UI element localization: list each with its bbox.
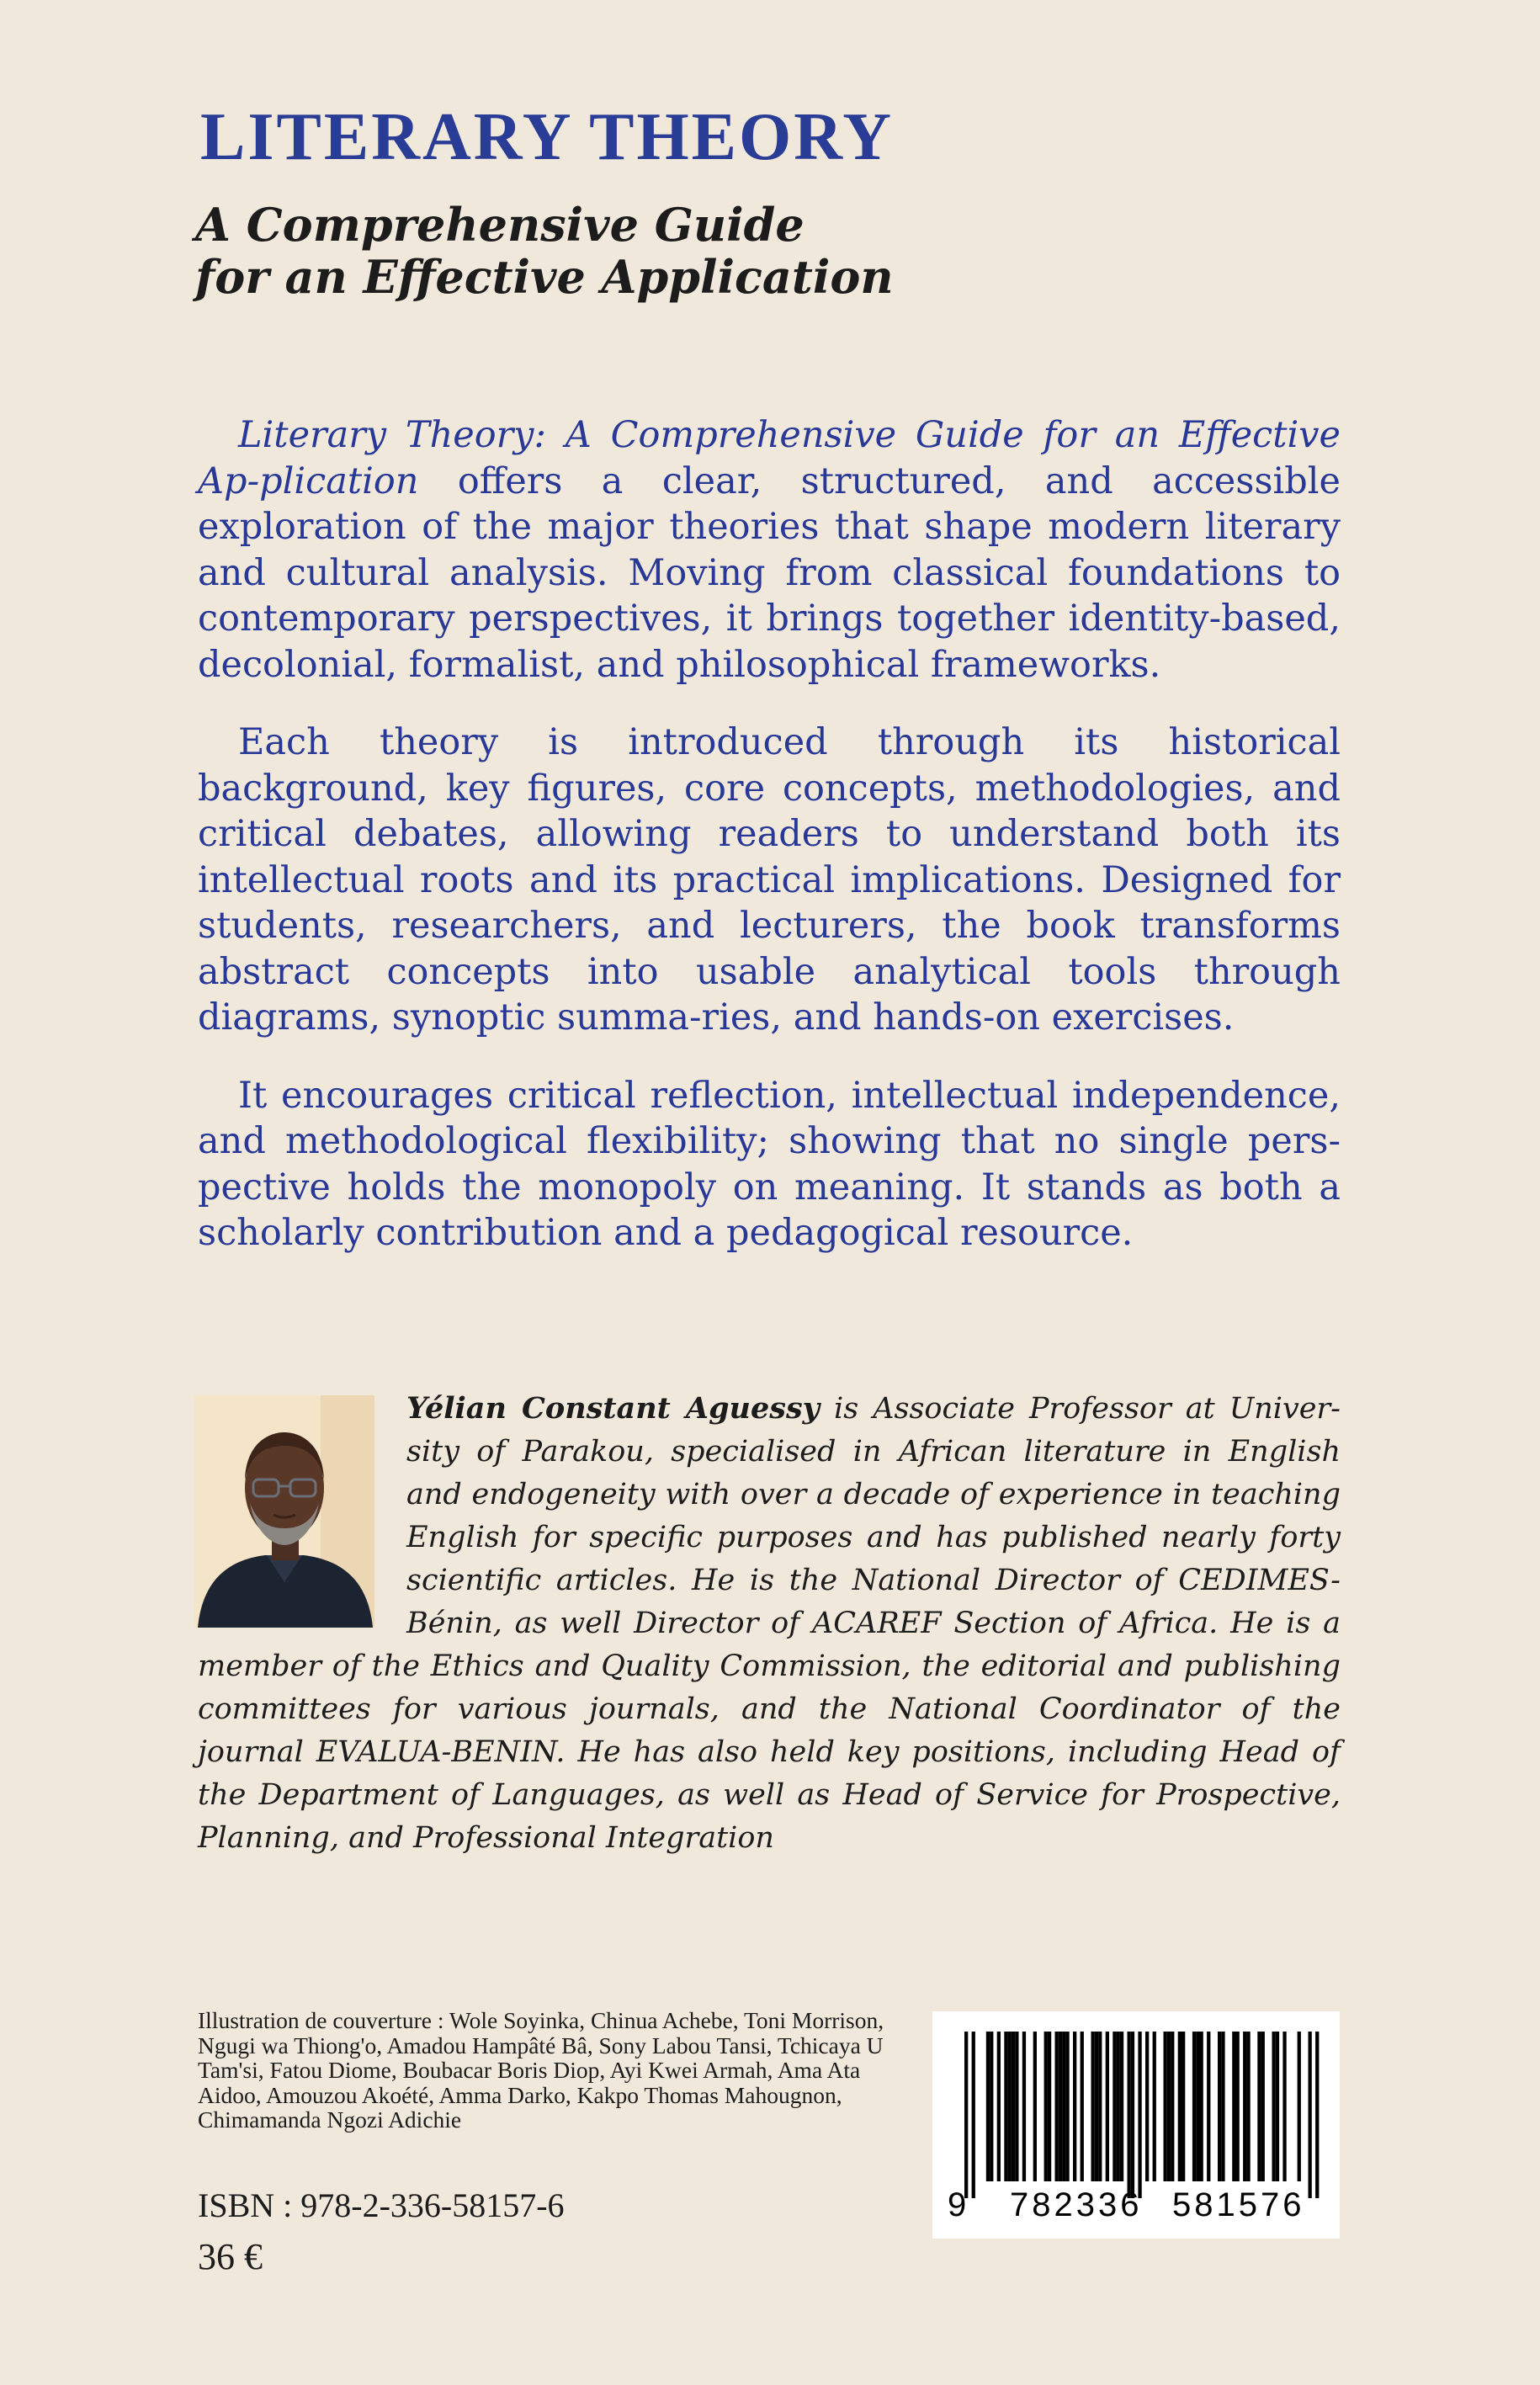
barcode-number bbox=[932, 2186, 1340, 2225]
barcode-bar bbox=[1091, 2032, 1095, 2181]
barcode-bar bbox=[1055, 2032, 1059, 2181]
barcode-bar bbox=[1182, 2032, 1185, 2181]
barcode-bar bbox=[1012, 2032, 1015, 2181]
author-name: Yélian Constant Aguessy bbox=[406, 1391, 820, 1426]
barcode-bar bbox=[1243, 2032, 1246, 2181]
barcode-bar bbox=[1095, 2032, 1098, 2181]
barcode-bar bbox=[1145, 2032, 1149, 2181]
barcode-bar bbox=[1004, 2032, 1007, 2181]
barcode-bar bbox=[1044, 2032, 1048, 2181]
barcode-bar bbox=[1164, 2032, 1167, 2181]
blurb-book-title: Literary Theory: A Comprehensive Guide for an Effective Ap-plication bbox=[198, 414, 1341, 502]
barcode-bar bbox=[1282, 2032, 1286, 2181]
barcode-digit-first: 9 bbox=[948, 2186, 967, 2223]
barcode-bar bbox=[1207, 2032, 1210, 2181]
barcode-bar bbox=[1167, 2032, 1171, 2181]
subtitle-line-1: A Comprehensive Guide bbox=[195, 198, 805, 252]
barcode-bar bbox=[1033, 2032, 1037, 2181]
barcode-bar bbox=[1200, 2032, 1203, 2181]
barcode-bar bbox=[1081, 2032, 1084, 2181]
barcode-bar bbox=[1015, 2032, 1018, 2181]
barcode-bar bbox=[1276, 2032, 1279, 2181]
isbn-barcode bbox=[932, 2011, 1340, 2239]
barcode-bar bbox=[1272, 2032, 1276, 2181]
barcode-bar bbox=[1106, 2032, 1109, 2181]
barcode-bar bbox=[1138, 2032, 1141, 2198]
barcode-bar bbox=[1113, 2032, 1116, 2181]
barcode-bar bbox=[1192, 2032, 1196, 2181]
barcode-digits-left: 782336 bbox=[1010, 2186, 1143, 2223]
barcode-bar bbox=[1315, 2032, 1319, 2198]
barcode-bar bbox=[1065, 2032, 1069, 2181]
barcode-bar bbox=[1073, 2032, 1076, 2181]
barcode-bar bbox=[1246, 2032, 1250, 2181]
price: 36 € bbox=[198, 2236, 263, 2277]
barcode-bar bbox=[986, 2032, 990, 2181]
cover-illustration-credits: Illustration de couverture : Wole Soyinka, Chinua Achebe, Toni Morrison, Ngugi wa Thiong'o, Amadou Hampâté Bâ, Sony Labou Tansi, Tchicaya U Tam'si, Fatou Diome, Boubacar Boris Diop, Ayi Kwei Armah, Ama Ata Aidoo, Amouzou Akoété, Amma Darko, Kakpo Thomas Mahougnon, Chimamanda Ngozi Adichie bbox=[198, 2007, 884, 2133]
blurb-paragraph-1-text: offers a clear, structured, and accessible exploration of the major theories that shape modern literary and cultural analysis. Moving from classical foundations to contemporary perspectives, it brings together identity-based, decolonial, formalist, and philosophical frameworks. bbox=[198, 459, 1341, 686]
barcode-bar bbox=[1022, 2032, 1026, 2181]
barcode-bar bbox=[1117, 2032, 1120, 2181]
barcode-bar bbox=[1059, 2032, 1062, 2181]
barcode-bar bbox=[1153, 2032, 1156, 2181]
blurb-paragraph-2: Each theory is introduced through its historical background, key figures, core concepts, methodologies, and critical debates, allowing readers to understand both its intellectual roots and its practical implications. Designed for students, researchers, and lecturers, the book transforms abstract concepts into usable analytical tools through diagrams, synoptic summa-ries, and hands-on exercises. bbox=[198, 721, 1341, 1038]
barcode-bar bbox=[1098, 2032, 1102, 2181]
barcode-bar bbox=[1236, 2032, 1240, 2181]
barcode-bar bbox=[1120, 2032, 1123, 2181]
barcode-bar bbox=[1171, 2032, 1174, 2181]
book-blurb bbox=[198, 412, 1341, 1288]
barcode-bar bbox=[1298, 2032, 1301, 2181]
barcode-bar bbox=[1062, 2032, 1065, 2181]
barcode-bar bbox=[1232, 2032, 1235, 2181]
barcode-bar bbox=[1131, 2032, 1134, 2198]
book-title: LITERARY THEORY bbox=[200, 100, 894, 174]
barcode-bar bbox=[1178, 2032, 1182, 2181]
barcode-digits-right: 581576 bbox=[1172, 2186, 1305, 2223]
blurb-paragraph-1 bbox=[198, 412, 1341, 688]
blurb-paragraph-3: It encourages critical reflection, intellectual independence, and methodological flexibility; showing that no single pers-pective holds the monopoly on meaning. It stands as both a scholarly contribution and a pedagogical resource. bbox=[198, 1074, 1341, 1254]
barcode-bar bbox=[1218, 2032, 1221, 2181]
barcode-bar bbox=[1196, 2032, 1199, 2181]
barcode-bar bbox=[1008, 2032, 1012, 2181]
barcode-bar bbox=[1128, 2032, 1131, 2198]
barcode-bar bbox=[1221, 2032, 1224, 2181]
barcode-bar bbox=[997, 2032, 1001, 2181]
author-bio bbox=[198, 1387, 1341, 1860]
barcode-bar bbox=[1261, 2032, 1265, 2181]
barcode-bar bbox=[1309, 2032, 1312, 2198]
barcode-bar bbox=[1048, 2032, 1051, 2181]
barcode-bar bbox=[964, 2032, 968, 2198]
author-bio-text: is Associate Professor at Univer-sity of Parakou, specialised in African literature in English and endogeneity with over a decade of experience in teaching English for specific purposes and has published nearly forty scientific articles. He is the National Director of CEDIMES-Bénin, as well Director of ACAREF Section of Africa. He is a member of the Ethics and Quality Commission, the editorial and publishing committees for various journals, and the National Coordinator of the journal EVALUA-BENIN. He has also held key positions, including Head of the Department of Languages, as well as Head of Service for Prospective, Planning, and Professional Integration bbox=[198, 1392, 1341, 1855]
book-subtitle bbox=[195, 199, 894, 303]
barcode-bar bbox=[972, 2032, 975, 2198]
subtitle-line-2: for an Effective Application bbox=[195, 250, 894, 304]
isbn: ISBN : 978-2-336-58157-6 bbox=[198, 2186, 565, 2224]
barcode-bar bbox=[1257, 2032, 1261, 2181]
barcode-bar bbox=[990, 2032, 993, 2181]
